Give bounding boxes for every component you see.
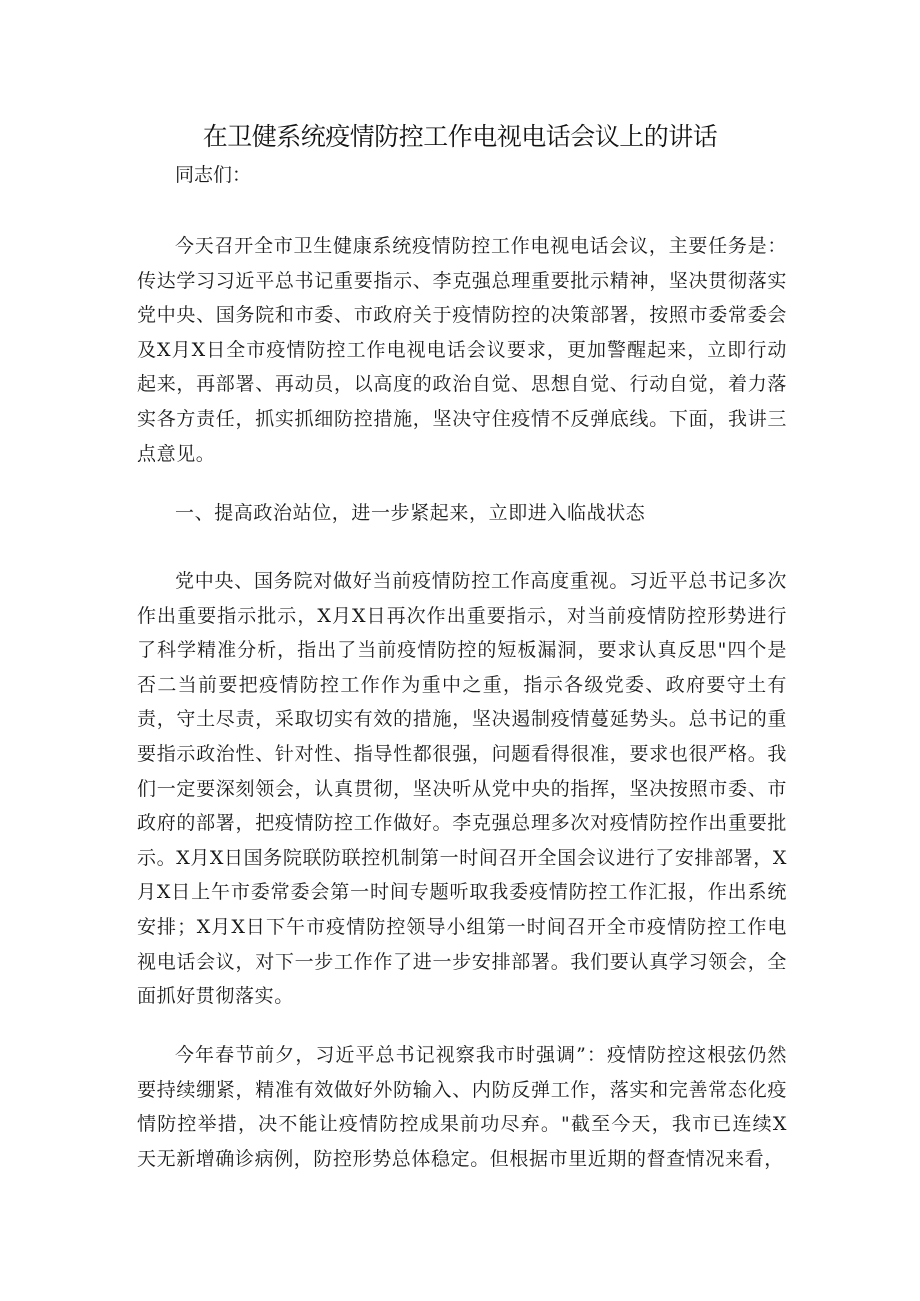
document-title: 在卫健系统疫情防控工作电视电话会议上的讲话 — [202, 122, 718, 151]
paragraph-spring-festival: 今年春节前夕，习近平总书记视察我市时强调”：疫情防控这根弦仍然要持续绷紧，精准有效做好外防输入、内防反弹工作，落实和完善常态化疫情防控举措，决不能让疫情防控成果前功尽弃。"截至今天，我市已连续X天无新增确诊病例，防控形势总体稳定。但根据市里近期的督查情况来看， — [137, 1044, 787, 1170]
section-heading-1: 一、提高政治站位，进一步紧起来，立即进入临战状态 — [175, 502, 646, 524]
paragraph-central-instructions: 党中央、国务院对做好当前疫情防控工作高度重视。习近平总书记多次作出重要指示批示，X月X日再次作出重要指示，对当前疫情防控形势进行了科学精准分析，指出了当前疫情防控的短板漏洞，要求认真反思"四个是否二当前要把疫情防控工作作为重中之重，指示各级党委、政府要守土有责，守土尽责，采取切实有效的措施，坚决遏制疫情蔓延势头。总书记的重要指示政治性、针对性、指导性都很强，问题看得很准，要求也很严格。我们一定要深刻领会，认真贯彻，坚决听从党中央的指挥，坚决按照市委、市政府的部署，把疫情防控工作做好。李克强总理多次对疫情防控作出重要批示。X月X日国务院联防联控机制第一时间召开全国会议进行了安排部署，X月X日上午市委常委会第一时间专题听取我委疫情防控工作汇报，作出系统安排；X月X日下午市疫情防控领导小组第一时间召开全市疫情防控工作电视电话会议，对下一步工作作了进一步安排部署。我们要认真学习领会，全面抓好贯彻落实。 — [137, 570, 787, 1008]
paragraph-intro: 今天召开全市卫生健康系统疫情防控工作电视电话会议，主要任务是：传达学习习近平总书记重要指示、李克强总理重要批示精神，坚决贯彻落实党中央、国务院和市委、市政府关于疫情防控的决策部署，按照市委常委会及X月X日全市疫情防控工作电视电话会议要求，更加警醒起来，立即行动起来，再部署、再动员，以高度的政治自觉、思想自觉、行动自觉，着力落实各方责任，抓实抓细防控措施，坚决守住疫情不反弹底线。下面，我讲三点意见。 — [137, 235, 787, 465]
salutation: 同志们： — [175, 164, 252, 186]
